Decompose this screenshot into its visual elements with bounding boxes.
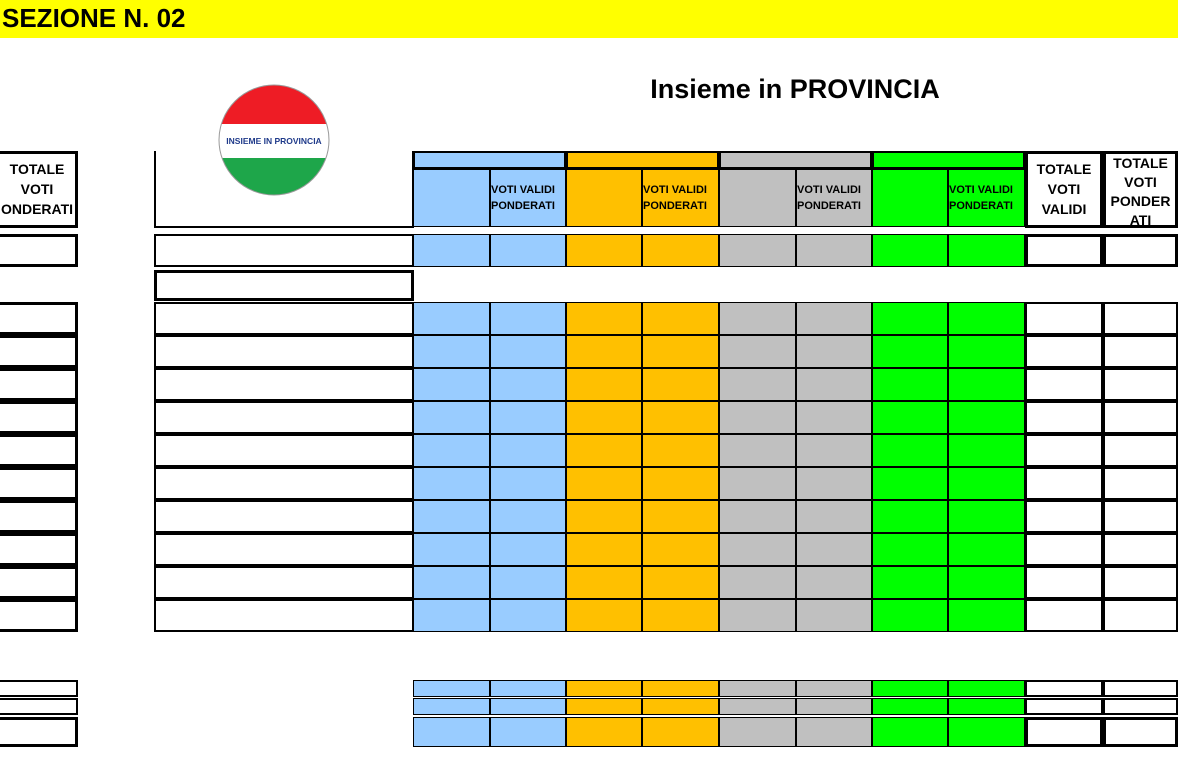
subheader-voti-ponderati [642,169,719,227]
vote-cell-b [566,717,642,747]
total-valid-cell [1025,500,1103,533]
group-header-e [872,151,1025,169]
vote-cell-b [566,680,642,697]
header-totale-voti-ponderati-line: ATI [1129,212,1152,228]
vote-cell-a [413,467,490,500]
candidate-name [154,599,414,632]
candidate-name [154,566,414,599]
vote-cell-b [642,302,719,335]
total-weighted-cell [1103,368,1178,401]
vote-cell-e [948,717,1025,747]
total-valid-cell [1025,368,1103,401]
header-totale-voti-validi-line: TOTALE [1036,161,1092,177]
vote-cell-b [566,234,642,267]
left-total-cell [0,599,78,632]
total-weighted-cell [1103,335,1178,368]
vote-cell-e [872,500,948,533]
vote-cell-b [642,533,719,566]
total-weighted-cell [1103,533,1178,566]
header-totale-voti-validi-line: VALIDI [1041,201,1087,217]
total-weighted-cell [1103,302,1178,335]
subheader-voti-ponderati [796,169,872,227]
vote-cell-c [796,680,872,697]
left-total-cell [0,717,78,747]
name-column-header [154,151,414,228]
vote-cell-a [490,335,566,368]
vote-cell-e [948,533,1025,566]
vote-cell-a [490,717,566,747]
summary-label [154,680,412,697]
vote-cell-b [642,500,719,533]
vote-cell-b [566,401,642,434]
vote-cell-e [872,302,948,335]
vote-cell-e [948,500,1025,533]
vote-cell-e [948,599,1025,632]
left-total-cell [0,566,78,599]
header-totale-voti-ponderati [1103,151,1178,228]
vote-cell-c [719,680,796,697]
total-weighted-cell [1103,467,1178,500]
header-totale-voti-ponderati-line: TOTALE [1113,155,1168,171]
vote-cell-b [566,335,642,368]
vote-cell-a [490,599,566,632]
lista-label [154,234,414,267]
vote-cell-a [490,434,566,467]
vote-cell-e [872,533,948,566]
vote-cell-c [719,401,796,434]
subheader-n-voti [719,169,796,227]
vote-cell-b [642,717,719,747]
header-totale-voti-ponderati-line: PONDER [1110,193,1171,209]
header-totale-voti-validi-line: VOTI [1047,181,1081,197]
left-total-cell [0,467,78,500]
total-weighted-cell [1103,234,1178,267]
candidate-name [154,302,414,335]
vote-cell-c [796,599,872,632]
subheader-line-2: PONDERATI [797,200,861,212]
candidate-name [154,335,414,368]
vote-cell-b [642,335,719,368]
vote-cell-c [796,467,872,500]
vote-cell-a [413,401,490,434]
candidate-name [154,434,414,467]
subheader-voti-ponderati [490,169,566,227]
left-total-cell [0,335,78,368]
vote-cell-a [490,680,566,697]
total-weighted-cell [1103,434,1178,467]
vote-cell-e [948,302,1025,335]
candidate-name [154,368,414,401]
vote-cell-a [490,533,566,566]
vote-cell-e [948,566,1025,599]
vote-cell-e [872,434,948,467]
subheader-line-1: VOTI VALIDI [643,184,707,196]
candidate-name [154,500,414,533]
left-total-cell [0,500,78,533]
vote-cell-b [642,368,719,401]
subheader-n-voti [413,169,490,227]
vote-cell-c [719,434,796,467]
total-valid-cell [1025,234,1103,267]
vote-cell-e [872,368,948,401]
vote-cell-e [948,434,1025,467]
vote-cell-a [413,717,490,747]
list-title: Insieme in PROVINCIA [650,74,940,104]
vote-cell-b [642,599,719,632]
vote-cell-a [413,434,490,467]
vote-cell-e [872,717,948,747]
summary-total-label [154,717,412,747]
vote-cell-b [642,698,719,715]
total-weighted-cell [1103,698,1178,715]
vote-cell-e [948,680,1025,697]
total-valid-cell [1025,401,1103,434]
left-total-cell [0,368,78,401]
vote-cell-c [719,533,796,566]
vote-cell-b [566,368,642,401]
subheader-line-2: PONDERATI [949,200,1013,212]
total-valid-cell [1025,533,1103,566]
vote-cell-c [796,698,872,715]
vote-cell-c [796,533,872,566]
vote-cell-b [642,680,719,697]
vote-cell-a [413,698,490,715]
svg-text:INSIEME IN PROVINCIA: INSIEME IN PROVINCIA [226,136,322,146]
vote-cell-a [490,500,566,533]
vote-cell-c [796,302,872,335]
vote-cell-a [413,599,490,632]
subheader-n-voti [872,169,948,227]
subheader-voti-ponderati [948,169,1025,227]
vote-cell-a [413,335,490,368]
vote-cell-c [796,566,872,599]
left-total-cell [0,698,78,715]
vote-cell-b [642,434,719,467]
vote-cell-c [719,234,796,267]
vote-cell-e [872,467,948,500]
candidate-name [154,401,414,434]
header-totale-voti-validi [1025,151,1103,228]
vote-cell-e [948,467,1025,500]
vote-cell-a [490,368,566,401]
vote-cell-c [796,500,872,533]
vote-cell-c [796,401,872,434]
total-weighted-cell [1103,500,1178,533]
subheader-line-2: PONDERATI [491,200,555,212]
vote-cell-c [796,717,872,747]
vote-cell-b [642,234,719,267]
left-total-cell [0,302,78,335]
total-valid-cell [1025,599,1103,632]
summary-label [154,698,412,715]
vote-cell-c [796,434,872,467]
candidate-name [154,467,414,500]
vote-cell-a [490,698,566,715]
left-total-cell [0,680,78,697]
vote-cell-e [872,599,948,632]
left-total-cell [0,533,78,566]
vote-cell-e [872,566,948,599]
subheader-line-1: VOTI VALIDI [491,184,555,196]
vote-cell-e [948,698,1025,715]
vote-cell-c [719,599,796,632]
vote-cell-b [642,566,719,599]
left-total-cell [0,401,78,434]
vote-cell-b [566,467,642,500]
vote-cell-a [490,566,566,599]
total-valid-cell [1025,566,1103,599]
riepilogo-title [200,651,370,671]
section-title: SEZIONE N. 02 [2,3,186,33]
vote-cell-a [413,368,490,401]
vote-cell-b [566,698,642,715]
vote-cell-c [719,717,796,747]
vote-cell-c [719,368,796,401]
header-totale-voti-ponderati-left-line: VOTI [20,181,54,197]
vote-cell-c [719,698,796,715]
subheader-n-voti [566,169,642,227]
left-total-cell [0,234,78,267]
header-totale-voti-ponderati-left-line: TOTALE [9,161,65,177]
vote-cell-a [490,302,566,335]
vote-cell-e [948,335,1025,368]
total-weighted-cell [1103,566,1178,599]
subheader-line-1: VOTI VALIDI [949,184,1013,196]
vote-cell-a [413,566,490,599]
vote-cell-c [796,368,872,401]
vote-cell-b [642,467,719,500]
vote-cell-a [490,401,566,434]
vote-cell-b [566,566,642,599]
total-valid-cell [1025,698,1103,715]
candidate-name [154,533,414,566]
total-weighted-cell [1103,401,1178,434]
group-header-b [566,151,719,169]
vote-cell-c [719,467,796,500]
group-header-a [413,151,566,169]
vote-cell-a [413,500,490,533]
vote-cell-b [642,401,719,434]
total-valid-cell [1025,335,1103,368]
group-header-c [719,151,872,169]
vote-cell-c [719,335,796,368]
total-valid-cell [1025,717,1103,747]
total-valid-cell [1025,680,1103,697]
header-totale-voti-ponderati-line: VOTI [1124,174,1157,190]
left-total-cell [0,434,78,467]
preference-votes-label [154,270,414,301]
vote-cell-a [490,467,566,500]
total-valid-cell [1025,302,1103,335]
section-banner [0,0,1178,38]
vote-cell-e [948,368,1025,401]
vote-cell-a [413,234,490,267]
total-valid-cell [1025,434,1103,467]
vote-cell-c [719,566,796,599]
header-totale-voti-ponderati-left [0,151,78,228]
subheader-line-2: PONDERATI [643,200,707,212]
total-valid-cell [1025,467,1103,500]
total-weighted-cell [1103,680,1178,697]
vote-cell-e [872,680,948,697]
vote-cell-a [490,234,566,267]
vote-cell-c [796,335,872,368]
vote-cell-b [566,533,642,566]
header-totale-voti-ponderati-left-line: ONDERATI [0,201,74,217]
vote-cell-a [413,680,490,697]
vote-cell-e [948,234,1025,267]
vote-cell-e [872,234,948,267]
vote-cell-b [566,599,642,632]
vote-cell-e [948,401,1025,434]
vote-cell-b [566,434,642,467]
vote-cell-a [413,302,490,335]
total-weighted-cell [1103,717,1178,747]
vote-cell-c [719,302,796,335]
subheader-line-1: VOTI VALIDI [797,184,861,196]
vote-cell-c [796,234,872,267]
vote-cell-e [872,335,948,368]
vote-cell-c [719,500,796,533]
vote-cell-e [872,401,948,434]
total-weighted-cell [1103,599,1178,632]
vote-cell-b [566,302,642,335]
vote-cell-b [566,500,642,533]
vote-cell-a [413,533,490,566]
vote-cell-e [872,698,948,715]
